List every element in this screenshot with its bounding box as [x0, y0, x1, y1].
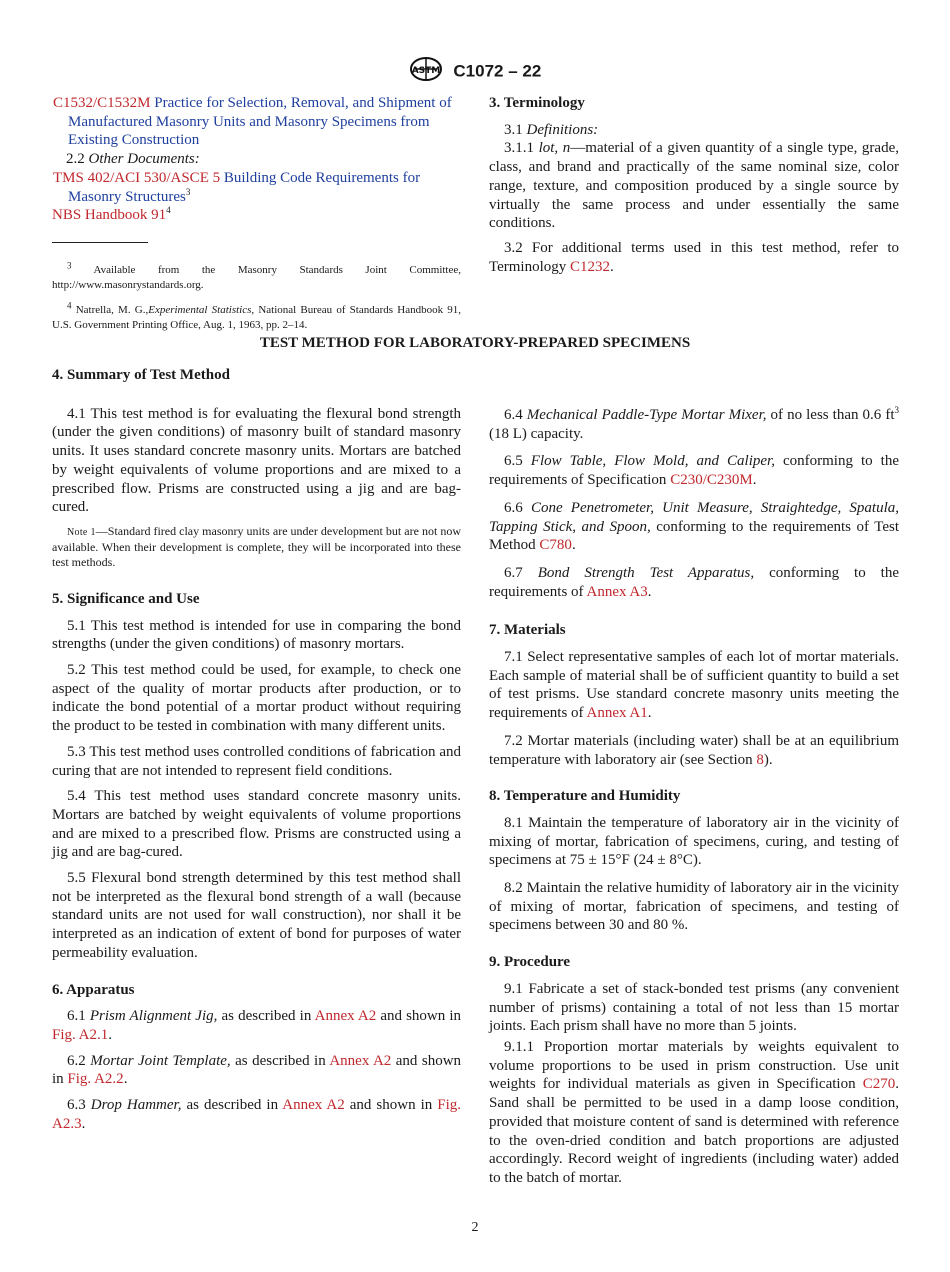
standard-designation: C1072 – 22 — [453, 61, 542, 81]
paragraph-9-1: 9.1 Fabricate a set of stack-bonded test prisms (any convenient number of prisms) containing a total of not less than 15 mortar joints. Each prism shall have no more than 5 joints. — [489, 980, 899, 1035]
ref-annex-a2[interactable]: Annex A2 — [329, 1052, 392, 1069]
page-number: 2 — [471, 1220, 479, 1235]
references-continued: C1532/C1532M Practice for Selection, Removal, and Shipment of Manufactured Masonry Units and Masonry Specimens from Existing Construction 2.2 Other Documents: TMS 402/ACI 530/ASCE 5 Building Code Requirements for Masonry Structures$^3$ NBS Handbook $91^4$ — [52, 95, 452, 224]
ref-nbs-handbook[interactable]: NBS Handbook 91 — [52, 207, 167, 224]
paragraph-5-5: 5.5 Flexural bond strength determined by this test method shall not be interpreted as the flexural bond strength of a wall (because standard units are not used for wall construction), nor shall it be interpreted as an indication of extent of bond for purposes of water permeability evaluation. — [52, 870, 461, 961]
ref-section-8[interactable]: 8 — [756, 751, 764, 768]
page-header — [0, 56, 950, 87]
ref-c780[interactable]: C780 — [539, 537, 572, 554]
other-documents-label: Other Documents: — [88, 151, 200, 168]
paragraph-5-3: 5.3 This test method uses controlled conditions of fabrication and curing that are not intended to represent field conditions. — [52, 743, 461, 779]
section-heading: 9. Procedure — [489, 954, 571, 971]
paragraph-8-2: 8.2 Maintain the relative humidity of laboratory air in the vicinity of mixing of mortar, fabrication of specimens, and testing of specimens between 30 and 80 %. — [489, 880, 899, 934]
terminology-section: 3. Terminology 3.1 Definitions: 3.1.1 lot, n—material of a given quantity of a single type, grade, class, and brand and practically of the same nominal size, color range, texture, and composition produced by a single source by virtually the same process and under essentially the same conditions. 3.2 For additional terms used in this test method, refer to Terminology C1232. — [489, 95, 899, 275]
main-heading: TEST METHOD FOR LABORATORY-PREPARED SPECIMENS — [259, 335, 691, 351]
ref-fig-a2-3[interactable]: Fig. A2.3 — [52, 1097, 462, 1132]
paragraph-6-4: 6.4 Mechanical Paddle-Type Mortar Mixer, of no less than 0.6 $ft^3$ (18 L) capacity. — [489, 405, 899, 442]
ref-fig-a2-1[interactable]: Fig. A2.1 — [52, 1026, 109, 1043]
ref-tms-title[interactable]: Building Code Requirements for Masonry Structures — [68, 169, 421, 205]
paragraph-6-7: 6.7 Bond Strength Test Apparatus, conforming to the requirements of Annex A3. — [489, 564, 900, 600]
paragraph-6-6: 6.6 Cone Penetrometer, Unit Measure, Straightedge, Spatula, Tapping Stick, and Spoon, conforming to the requirements of Test Method C780. — [489, 499, 900, 554]
ref-c270[interactable]: C270 — [862, 1076, 896, 1093]
paragraph-8-1: 8.1 Maintain the temperature of laboratory air in the vicinity of mixing of mortar, fabrication of specimens, curing, and testing of specimens at 75 ± 15°F (24 ± 8°C). — [489, 814, 899, 869]
footnote-3: Available from the Masonry Standards Joint Committee, http://www.masonrystandards.org. — [52, 264, 461, 291]
svg-text:ASTM: ASTM — [411, 66, 440, 76]
footnotes: $^3$ Available from the Masonry Standards Joint Committee, http://www.masonrystandards.org. $^4$ Natrella, M. G.,Experimental Statistics, National Bureau of Standards Handbook 91, U.S. Government Printing Office, Aug. 1, 1963, pp. 2–14. — [52, 260, 462, 331]
paragraph-6-3: 6.3 Drop Hammer, as described in Annex A2 and shown in Fig. A2.3. — [52, 1097, 462, 1132]
section-heading: 6. Apparatus — [52, 981, 135, 998]
right-column — [489, 406, 899, 1188]
term-lot: lot, n — [538, 140, 571, 157]
section-heading: 4. Summary of Test Method — [52, 367, 230, 383]
paragraph-9-1-1: 9.1.1 Proportion mortar materials by weights equivalent to volume proportions to be used in prism construction. Use unit weights for individual materials as given in Specification C270. Sand shall be permitted to be used in a damp loose condition, provided that moisture content of sand is determined with reference to the oven-dried condition and batch proportions are adjusted accordingly. Record weight of ingredients (including water) added to the batch of mortar. — [489, 1038, 900, 1186]
section-heading: 3. Terminology — [489, 95, 585, 111]
ref-tms[interactable]: TMS 402/ACI 530/ASCE 5 — [53, 169, 221, 186]
astm-logo-icon — [409, 56, 443, 87]
ref-annex-a2[interactable]: Annex A2 — [314, 1008, 377, 1025]
paragraph-4-1: 4.1 This test method is for evaluating the flexural bond strength (under the given conditions) of masonry built of standard masonry units. It uses standard concrete masonry units. Mortars are batched by weight equivalents of volume proportions and are mixed to a prescribed flow. Prisms are constructed using a jig and are bag-cured. — [52, 405, 461, 516]
ref-annex-a2[interactable]: Annex A2 — [282, 1097, 345, 1114]
paragraph-5-1: 5.1 This test method is intended for use in comparing the bond strengths (under the given conditions) of masonry mortars. — [52, 617, 461, 653]
section-heading: 8. Temperature and Humidity — [489, 788, 681, 805]
section-heading: 5. Significance and Use — [52, 590, 200, 607]
note-1: Note 1—Standard fired clay masonry units are under development but are not now available. When their development is complete, they will be incorporated into these test methods. — [52, 523, 461, 569]
paragraph-6-1: 6.1 Prism Alignment Jig, as described in Annex A2 and shown in Fig. A2.1. — [52, 1008, 462, 1043]
ref-annex-a3[interactable]: Annex A3 — [586, 583, 648, 600]
ref-fig-a2-2[interactable]: Fig. A2.2 — [67, 1071, 124, 1088]
footnote-rule — [52, 242, 148, 243]
paragraph-7-2: 7.2 Mortar materials (including water) shall be at an equilibrium temperature with laboratory air (see Section 8). — [489, 732, 899, 768]
left-column — [52, 366, 461, 1134]
paragraph-6-5: 6.5 Flow Table, Flow Mold, and Caliper, conforming to the requirements of Specification C230/C230M. — [489, 453, 900, 489]
section-heading: 7. Materials — [489, 622, 566, 639]
ref-c230[interactable]: C230/C230M — [670, 472, 753, 489]
ref-c1532[interactable]: C1532/C1532M — [53, 95, 151, 111]
ref-c1532-title[interactable]: Practice for Selection, Removal, and Shipment of Manufactured Masonry Units and Masonry Specimens from Existing Construction — [68, 95, 452, 149]
paragraph-7-1: 7.1 Select representative samples of each lot of mortar materials. Each sample of material shall be of sufficient quantity to build a set of test prisms. Use standard concrete masonry units meeting the requirements of Annex A1. — [489, 649, 899, 722]
paragraph-5-4: 5.4 This test method uses standard concrete masonry units. Mortars are batched by weight equivalents of volume proportions and are mixed to a prescribed flow. Prisms are constructed using a jig and are bag-cured. — [52, 788, 461, 861]
paragraph-5-2: 5.2 This test method could be used, for example, to check one aspect of the quality of mortar products after production, or to indicate the bond potential of a mortar product without requiring the product to be tested in combination with many different units. — [52, 662, 461, 735]
ref-c1232[interactable]: C1232 — [570, 258, 611, 275]
paragraph-6-2: 6.2 Mortar Joint Template, as described in Annex A2 and shown in Fig. A2.2. — [52, 1052, 462, 1088]
ref-annex-a1[interactable]: Annex A1 — [586, 705, 648, 722]
